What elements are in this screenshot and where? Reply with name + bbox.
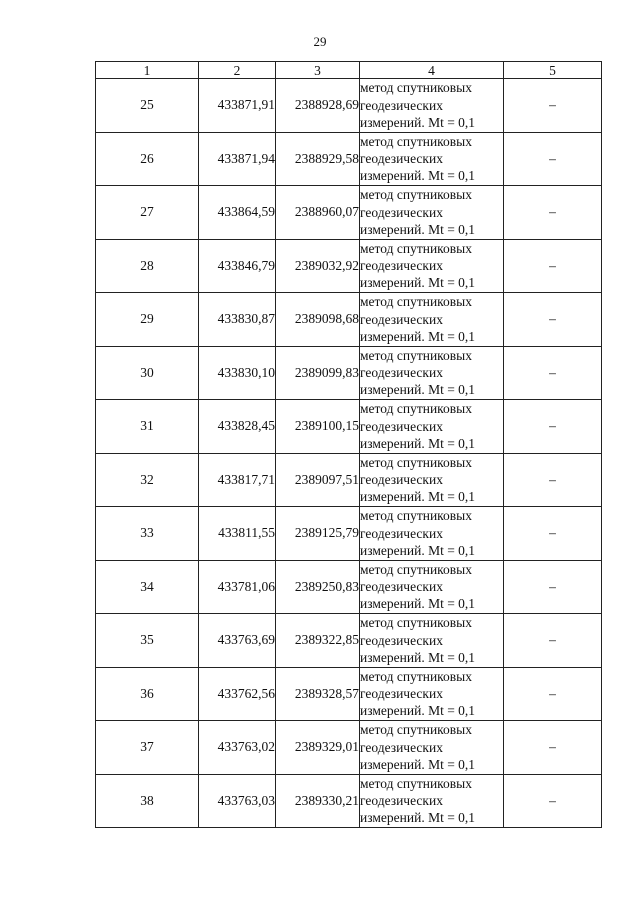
method-line: метод спутниковых (360, 294, 472, 310)
method-line: измерений. Mt = 0,1 (360, 221, 476, 237)
x-coordinate-cell: 433871,94 (199, 132, 276, 186)
method-line: измерений. Mt = 0,1 (360, 489, 476, 505)
y-coordinate-cell: 2388960,07 (276, 186, 360, 240)
x-coordinate-cell: 433762,56 (199, 667, 276, 721)
y-coordinate-cell: 2389329,01 (276, 721, 360, 775)
method-line: метод спутниковых (360, 775, 472, 791)
table-row (96, 346, 602, 400)
method-cell (360, 79, 504, 133)
table-row (96, 560, 602, 614)
x-coordinate-cell: 433846,79 (199, 239, 276, 293)
method-cell (360, 667, 504, 721)
point-number-cell: 30 (96, 346, 199, 400)
note-cell: – (504, 239, 602, 293)
method-line: метод спутниковых (360, 347, 472, 363)
x-coordinate-cell: 433763,69 (199, 614, 276, 668)
method-cell (360, 774, 504, 828)
point-number-cell: 31 (96, 400, 199, 454)
table-header (96, 62, 602, 79)
table-row (96, 774, 602, 828)
page-number: 29 (313, 34, 327, 49)
note-cell: – (504, 132, 602, 186)
x-coordinate-cell: 433828,45 (199, 400, 276, 454)
method-line: измерений. Mt = 0,1 (360, 328, 476, 344)
x-coordinate-cell: 433871,91 (199, 79, 276, 133)
method-cell (360, 400, 504, 454)
x-coordinate-cell: 433811,55 (199, 507, 276, 561)
header-col-4: 4 (360, 62, 504, 79)
note-cell: – (504, 293, 602, 347)
method-line: геодезических (360, 365, 443, 381)
method-cell (360, 507, 504, 561)
x-coordinate-cell: 433817,71 (199, 453, 276, 507)
point-number-cell: 28 (96, 239, 199, 293)
method-line: геодезических (360, 258, 443, 274)
point-number-cell: 36 (96, 667, 199, 721)
y-coordinate-cell: 2388928,69 (276, 79, 360, 133)
method-cell (360, 239, 504, 293)
y-coordinate-cell: 2389328,57 (276, 667, 360, 721)
method-line: геодезических (360, 472, 443, 488)
method-line: измерений. Mt = 0,1 (360, 756, 476, 772)
table-row (96, 132, 602, 186)
note-cell: – (504, 667, 602, 721)
table-row (96, 667, 602, 721)
table-row (96, 293, 602, 347)
table-row (96, 614, 602, 668)
method-line: геодезических (360, 632, 443, 648)
method-line: метод спутниковых (360, 722, 472, 738)
point-number-cell: 26 (96, 132, 199, 186)
coordinates-table (95, 61, 602, 828)
y-coordinate-cell: 2388929,58 (276, 132, 360, 186)
point-number-cell: 25 (96, 79, 199, 133)
note-cell: – (504, 400, 602, 454)
method-line: геодезических (360, 739, 443, 755)
point-number-cell: 34 (96, 560, 199, 614)
method-line: метод спутниковых (360, 133, 472, 149)
note-cell: – (504, 507, 602, 561)
method-line: метод спутниковых (360, 454, 472, 470)
method-line: метод спутниковых (360, 401, 472, 417)
method-line: измерений. Mt = 0,1 (360, 114, 476, 130)
note-cell: – (504, 186, 602, 240)
point-number-cell: 35 (96, 614, 199, 668)
point-number-cell: 32 (96, 453, 199, 507)
table-row (96, 453, 602, 507)
y-coordinate-cell: 2389097,51 (276, 453, 360, 507)
y-coordinate-cell: 2389098,68 (276, 293, 360, 347)
header-col-3: 3 (276, 62, 360, 79)
header-col-5: 5 (504, 62, 602, 79)
method-line: метод спутниковых (360, 240, 472, 256)
method-line: метод спутниковых (360, 80, 472, 96)
header-col-1: 1 (96, 62, 199, 79)
x-coordinate-cell: 433864,59 (199, 186, 276, 240)
y-coordinate-cell: 2389099,83 (276, 346, 360, 400)
method-line: геодезических (360, 204, 443, 220)
method-line: метод спутниковых (360, 561, 472, 577)
method-line: геодезических (360, 525, 443, 541)
y-coordinate-cell: 2389330,21 (276, 774, 360, 828)
method-line: измерений. Mt = 0,1 (360, 703, 476, 719)
note-cell: – (504, 614, 602, 668)
method-line: измерений. Mt = 0,1 (360, 168, 476, 184)
note-cell: – (504, 774, 602, 828)
x-coordinate-cell: 433830,10 (199, 346, 276, 400)
note-cell: – (504, 346, 602, 400)
note-cell: – (504, 560, 602, 614)
method-line: метод спутниковых (360, 668, 472, 684)
method-line: геодезических (360, 151, 443, 167)
method-line: измерений. Mt = 0,1 (360, 542, 476, 558)
table-row (96, 400, 602, 454)
point-number-cell: 37 (96, 721, 199, 775)
note-cell: – (504, 79, 602, 133)
table-row (96, 239, 602, 293)
x-coordinate-cell: 433830,87 (199, 293, 276, 347)
table-row (96, 721, 602, 775)
method-line: геодезических (360, 311, 443, 327)
method-line: геодезических (360, 579, 443, 595)
method-line: измерений. Mt = 0,1 (360, 382, 476, 398)
method-line: геодезических (360, 793, 443, 809)
header-col-2: 2 (199, 62, 276, 79)
method-line: измерений. Mt = 0,1 (360, 275, 476, 291)
point-number-cell: 33 (96, 507, 199, 561)
method-line: измерений. Mt = 0,1 (360, 596, 476, 612)
method-line: геодезических (360, 418, 443, 434)
method-line: метод спутниковых (360, 508, 472, 524)
x-coordinate-cell: 433763,02 (199, 721, 276, 775)
method-cell (360, 186, 504, 240)
point-number-cell: 38 (96, 774, 199, 828)
method-cell (360, 132, 504, 186)
method-line: измерений. Mt = 0,1 (360, 649, 476, 665)
method-line: метод спутниковых (360, 615, 472, 631)
method-cell (360, 614, 504, 668)
method-line: метод спутниковых (360, 187, 472, 203)
method-cell (360, 453, 504, 507)
method-cell (360, 721, 504, 775)
point-number-cell: 29 (96, 293, 199, 347)
method-cell (360, 293, 504, 347)
y-coordinate-cell: 2389032,92 (276, 239, 360, 293)
header-row (96, 62, 602, 79)
y-coordinate-cell: 2389100,15 (276, 400, 360, 454)
x-coordinate-cell: 433781,06 (199, 560, 276, 614)
method-line: геодезических (360, 686, 443, 702)
note-cell: – (504, 721, 602, 775)
method-cell (360, 560, 504, 614)
table-row (96, 507, 602, 561)
y-coordinate-cell: 2389250,83 (276, 560, 360, 614)
note-cell: – (504, 453, 602, 507)
method-cell (360, 346, 504, 400)
point-number-cell: 27 (96, 186, 199, 240)
method-line: измерений. Mt = 0,1 (360, 810, 476, 826)
method-line: измерений. Mt = 0,1 (360, 435, 476, 451)
table-row (96, 79, 602, 133)
y-coordinate-cell: 2389322,85 (276, 614, 360, 668)
table-row (96, 186, 602, 240)
method-line: геодезических (360, 97, 443, 113)
x-coordinate-cell: 433763,03 (199, 774, 276, 828)
y-coordinate-cell: 2389125,79 (276, 507, 360, 561)
table-body (96, 79, 602, 828)
